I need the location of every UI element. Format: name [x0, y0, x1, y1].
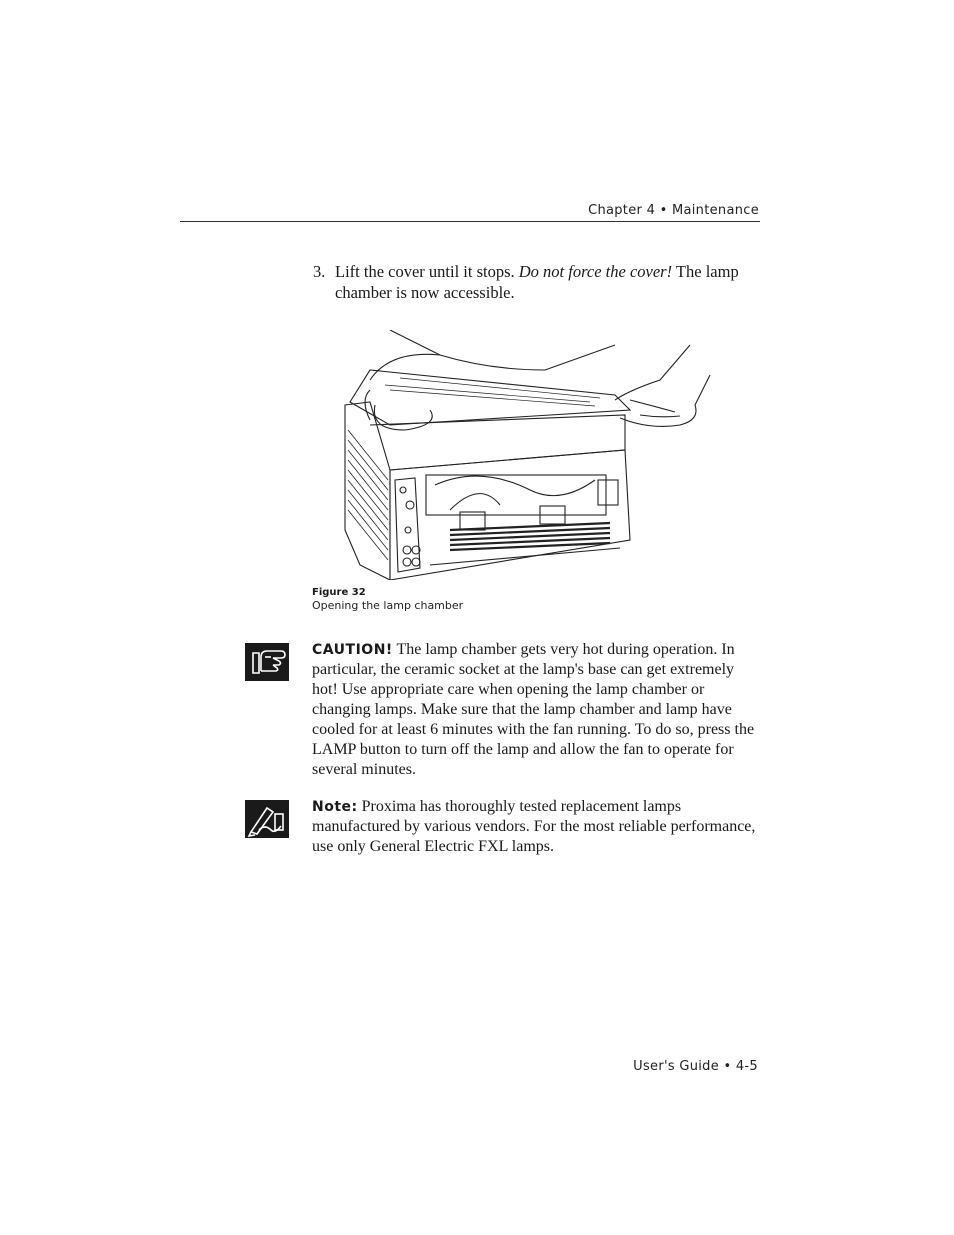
- step-3: [313, 261, 753, 303]
- caution-text: The lamp chamber gets very hot during operation. In particular, the ceramic socket at the lamp's base can get extremely hot! Use appropriate care when opening the lamp chamber or changing lamps. Make sure that the lamp chamber and lamp have cooled for at least 6 minutes with the fan running. To do so, press the LAMP button to turn off the lamp and allow the fan to operate for several minutes.: [312, 641, 755, 778]
- figure-description: Opening the lamp chamber: [312, 599, 464, 612]
- note-lead: Note:: [312, 799, 358, 815]
- note-text: Proxima has thoroughly tested replacement lamps manufactured by various vendors. For the most reliable performance, use only General Electric FXL lamps.: [312, 798, 756, 855]
- note-paragraph: [312, 797, 757, 857]
- note-pencil-icon: [245, 800, 289, 838]
- projector-lamp-chamber-illustration: [330, 330, 740, 580]
- caution-hand-icon: [245, 643, 289, 681]
- running-head: Chapter 4 • Maintenance: [588, 203, 759, 218]
- step-text-before: Lift the cover until it stops.: [335, 262, 519, 281]
- step-number: 3.: [313, 262, 326, 281]
- step-text-after: The lamp chamber is now accessible.: [335, 262, 739, 302]
- step-text-italic: Do not force the cover!: [518, 262, 673, 281]
- caution-lead: CAUTION!: [312, 642, 393, 658]
- figure-caption: [312, 587, 463, 612]
- running-foot: User's Guide • 4-5: [633, 1059, 758, 1074]
- figure-label: Figure 32: [312, 587, 366, 598]
- caution-paragraph: [312, 640, 757, 780]
- step-text: [335, 261, 753, 303]
- header-rule: [180, 221, 760, 222]
